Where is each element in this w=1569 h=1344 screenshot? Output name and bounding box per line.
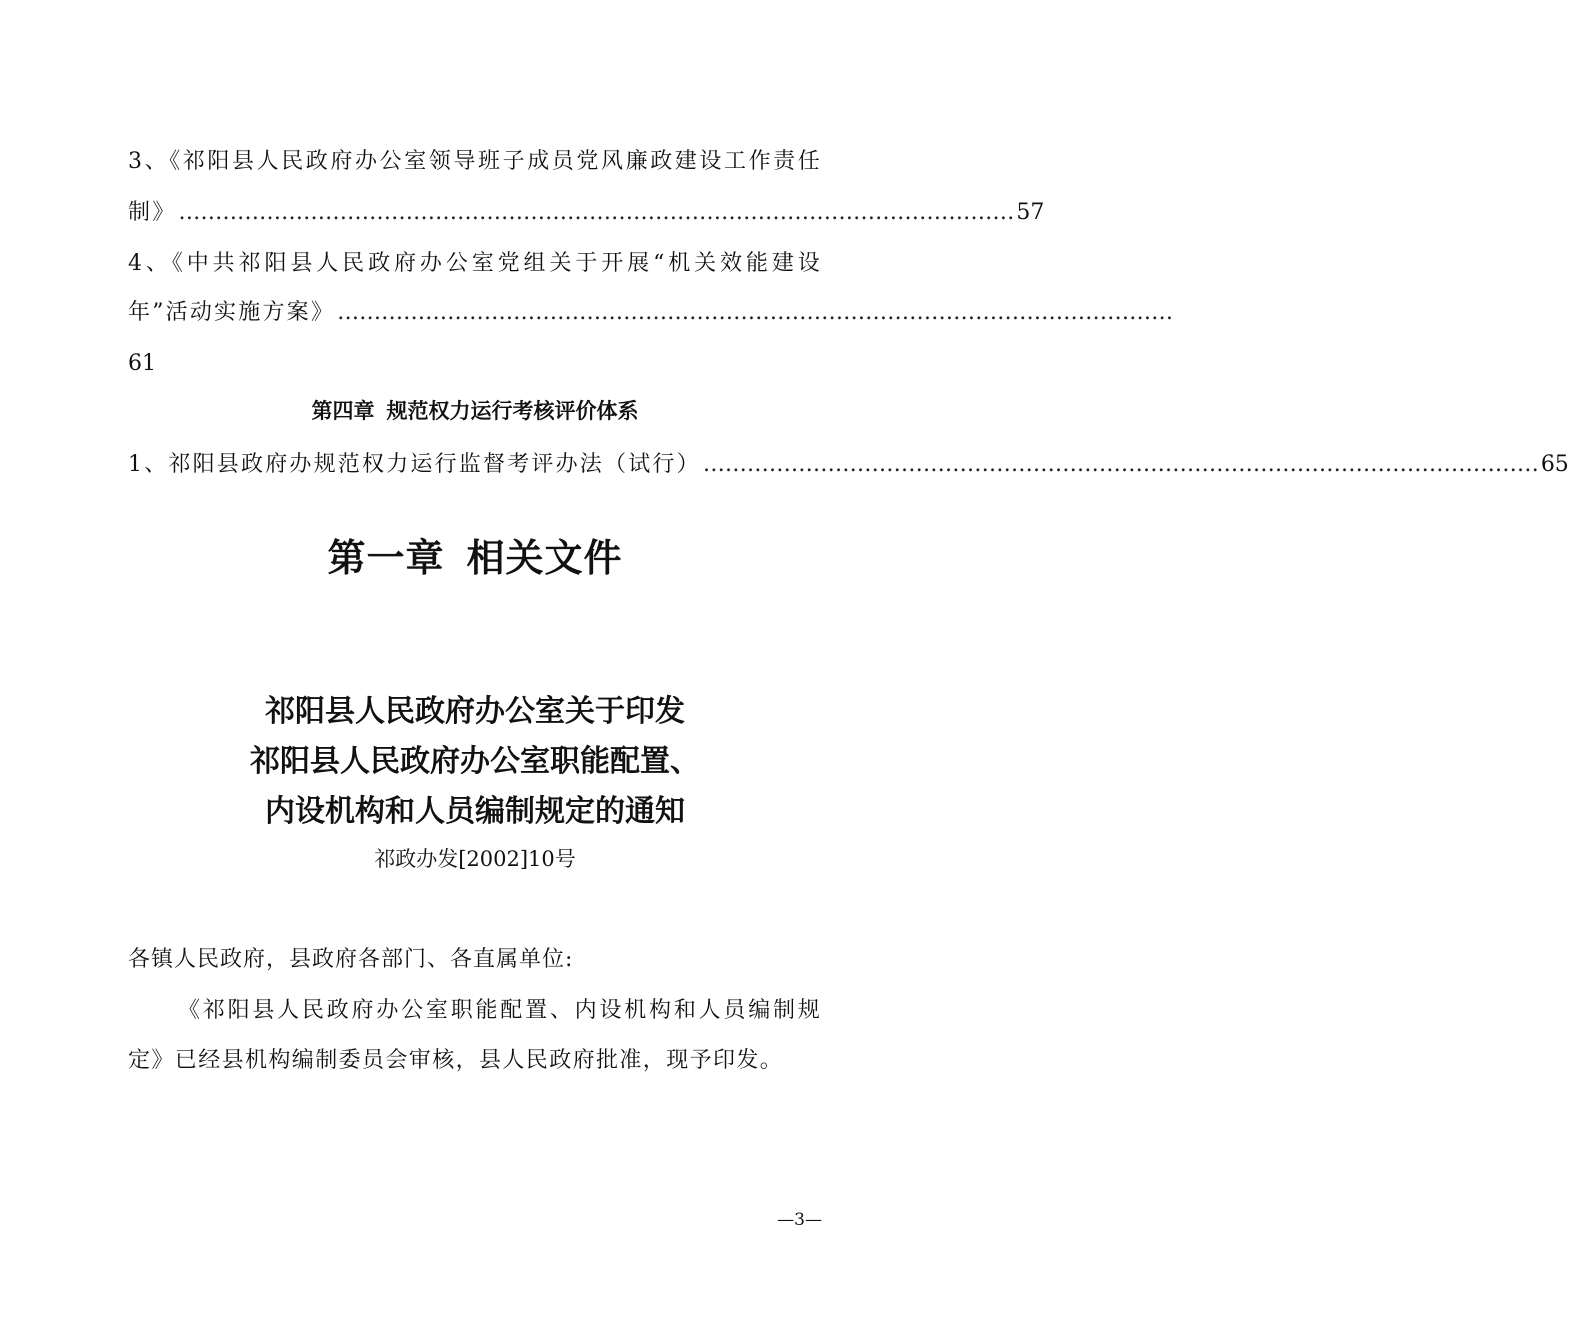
document-title-line-2: 祁阳县人民政府办公室职能配置、 [250,744,700,779]
toc-item-1 [128,450,1569,480]
document-title-line-1: 祁阳县人民政府办公室关于印发 [265,694,685,729]
toc-chapter-4-title: 规范权力运行考核评价体系 [386,399,639,423]
toc-leader: …………………………………………………………………………………………………… [702,452,1539,477]
toc-item-3-line1: 3、《祁阳县人民政府办公室领导班子成员党风廉政建设工作责任 [128,149,822,174]
toc-item-4-page: 61 [128,351,156,376]
document-title-line-3: 内设机构和人员编制规定的通知 [265,794,685,829]
body-paragraph-line-2: 定》已经县机构编制委员会审核，县人民政府批准，现予印发。 [128,1048,784,1073]
toc-item-3-line2 [128,198,1045,228]
toc-leader: …………………………………………………………………………………………………… [337,300,1174,325]
toc-item-4-line1: 4、《中共祁阳县人民政府办公室党组关于开展“机关效能建设 [128,251,822,276]
toc-item-4-text: 年”活动实施方案》 [128,300,336,325]
page-number: —3— [777,1210,822,1230]
toc-leader: …………………………………………………………………………………………………… [178,200,1015,225]
toc-item-3-page: 57 [1016,200,1045,225]
document-number: 祁政办发[2002]10号 [374,847,576,871]
addressee: 各镇人民政府，县政府各部门、各直属单位: [128,947,574,972]
toc-item-1-text: 1、祁阳县政府办规范权力运行监督考评办法（试行） [128,452,701,477]
toc-chapter-4-label: 第四章 [311,399,375,423]
body-paragraph-line-1: 《祁阳县人民政府办公室职能配置、内设机构和人员编制规 [178,998,822,1023]
toc-item-3-text: 制》 [128,200,177,225]
chapter-name: 相关文件 [466,535,623,580]
chapter-label: 第一章 [327,535,445,580]
toc-chapter-4-heading [0,396,950,426]
toc-item-4-line2 [128,298,1174,328]
toc-item-1-page: 65 [1540,452,1569,477]
chapter-title [0,528,950,588]
